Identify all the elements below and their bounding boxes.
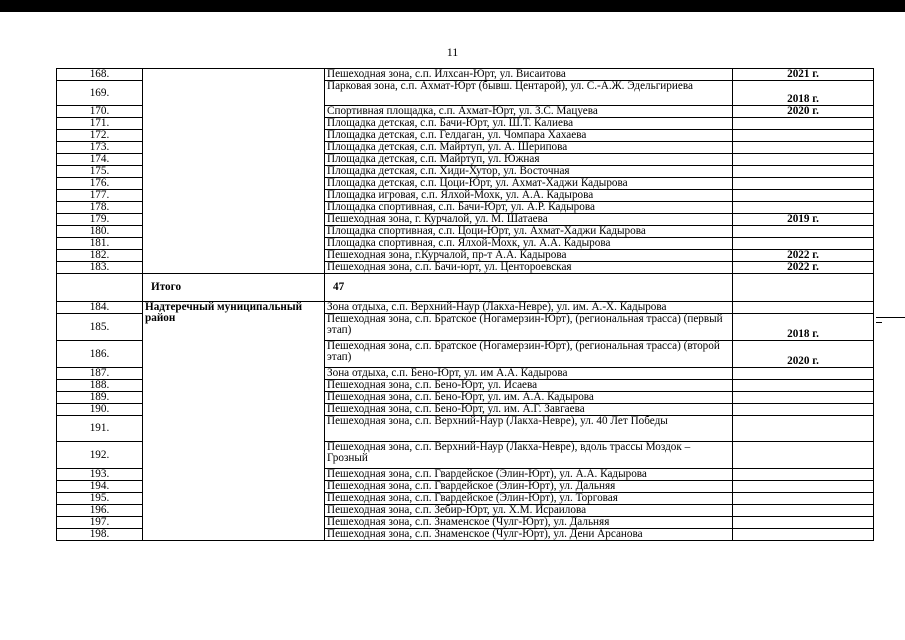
- year-cell: 2018 г.: [733, 314, 874, 341]
- row-number: 185.: [57, 314, 143, 341]
- district-cell: [143, 69, 325, 274]
- year-cell: [733, 302, 874, 314]
- year-cell: [733, 226, 874, 238]
- year-cell: [733, 529, 874, 541]
- row-number: 168.: [57, 69, 143, 81]
- year-cell: 2021 г.: [733, 69, 874, 81]
- object-description: Пешеходная зона, с.п. Бено-Юрт, ул. им. А.А. Кадырова: [325, 392, 733, 404]
- year-cell: [733, 404, 874, 416]
- year-cell: [733, 118, 874, 130]
- object-description: Площадка детская, с.п. Цоци-Юрт, ул. Ахмат-Хаджи Кадырова: [325, 178, 733, 190]
- year-cell: [733, 238, 874, 250]
- object-description: Площадка детская, с.п. Бачи-Юрт, ул. Ш.Т. Калиева: [325, 118, 733, 130]
- year-cell: [733, 368, 874, 380]
- year-cell: [733, 505, 874, 517]
- page-number: 11: [446, 45, 459, 59]
- row-number: 170.: [57, 106, 143, 118]
- row-number: 195.: [57, 493, 143, 505]
- year-cell: [733, 380, 874, 392]
- row-number: 192.: [57, 442, 143, 469]
- year-cell: [733, 416, 874, 442]
- total-empty-cell: [57, 274, 143, 302]
- row-number: 187.: [57, 368, 143, 380]
- object-description: Площадка детская, с.п. Гелдаган, ул. Чомпара Хахаева: [325, 130, 733, 142]
- row-number: 188.: [57, 380, 143, 392]
- year-cell: [733, 142, 874, 154]
- object-description: Пешеходная зона, г. Курчалой, ул. М. Шатаева: [325, 214, 733, 226]
- object-description: Пешеходная зона, с.п. Бачи-юрт, ул. Центороевская: [325, 262, 733, 274]
- row-number: 176.: [57, 178, 143, 190]
- row-number: 193.: [57, 469, 143, 481]
- total-value: 47: [325, 274, 733, 302]
- object-description: Пешеходная зона, с.п. Бено-Юрт, ул. Исаева: [325, 380, 733, 392]
- row-number: 179.: [57, 214, 143, 226]
- object-description: Площадка игровая, с.п. Ялхой-Мохк, ул. А.А. Кадырова: [325, 190, 733, 202]
- object-description: Пешеходная зона, с.п. Илхсан-Юрт, ул. Висаитова: [325, 69, 733, 81]
- row-number: 181.: [57, 238, 143, 250]
- row-number: 183.: [57, 262, 143, 274]
- row-number: 184.: [57, 302, 143, 314]
- year-cell: [733, 493, 874, 505]
- object-description: Пешеходная зона, с.п. Знаменское (Чулг-Юрт), ул. Дени Арсанова: [325, 529, 733, 541]
- row-number: 194.: [57, 481, 143, 493]
- row-number: 198.: [57, 529, 143, 541]
- object-description: Пешеходная зона, с.п. Знаменское (Чулг-Юрт), ул. Дальняя: [325, 517, 733, 529]
- object-description: Пешеходная зона, с.п. Бено-Юрт, ул. им. А.Г. Завгаева: [325, 404, 733, 416]
- object-description: Пешеходная зона, с.п. Верхний-Наур (Лакха-Невре), вдоль трассы Моздок – Грозный: [325, 442, 733, 469]
- year-cell: [733, 517, 874, 529]
- year-cell: 2020 г.: [733, 106, 874, 118]
- year-cell: [733, 442, 874, 469]
- year-cell: 2022 г.: [733, 250, 874, 262]
- year-cell: [733, 166, 874, 178]
- object-description: Площадка детская, с.п. Майртуп, ул. Южная: [325, 154, 733, 166]
- year-cell: 2020 г.: [733, 341, 874, 368]
- object-description: Пешеходная зона, с.п. Братское (Ногамерзин-Юрт), (региональная трасса) (второй этап): [325, 341, 733, 368]
- table-section-total: [57, 274, 874, 302]
- row-number: 190.: [57, 404, 143, 416]
- row-number: 173.: [57, 142, 143, 154]
- object-description: Зона отдыха, с.п. Бено-Юрт, ул. им А.А. Кадырова: [325, 368, 733, 380]
- year-cell: 2019 г.: [733, 214, 874, 226]
- row-number: 196.: [57, 505, 143, 517]
- row-number: 197.: [57, 517, 143, 529]
- year-cell: 2022 г.: [733, 262, 874, 274]
- table-section-a: [57, 69, 874, 274]
- year-cell: [733, 190, 874, 202]
- table-section-b: [57, 302, 874, 541]
- total-row: [57, 274, 874, 302]
- object-description: Площадка спортивная, с.п. Ялхой-Мохк, ул. А.А. Кадырова: [325, 238, 733, 250]
- year-cell: [733, 392, 874, 404]
- total-label: Итого: [143, 274, 325, 302]
- object-description: Пешеходная зона, с.п. Верхний-Наур (Лакха-Невре), ул. 40 Лет Победы: [325, 416, 733, 442]
- row-number: 171.: [57, 118, 143, 130]
- object-description: Площадка спортивная, с.п. Бачи-Юрт, ул. А.Р. Кадырова: [325, 202, 733, 214]
- objects-table: [56, 68, 874, 541]
- year-cell: [733, 202, 874, 214]
- row-number: 175.: [57, 166, 143, 178]
- object-description: Зона отдыха, с.п. Верхний-Наур (Лакха-Невре), ул. им. А.-Х. Кадырова: [325, 302, 733, 314]
- object-description: Пешеходная зона, с.п. Гвардейское (Элин-Юрт), ул. Торговая: [325, 493, 733, 505]
- margin-tick: [876, 322, 882, 323]
- object-description: Пешеходная зона, с.п. Братское (Ногамерзин-Юрт), (региональная трасса) (первый этап): [325, 314, 733, 341]
- object-description: Спортивная площадка, с.п. Ахмат-Юрт, ул. З.С. Мацуева: [325, 106, 733, 118]
- row-number: 174.: [57, 154, 143, 166]
- row-number: 182.: [57, 250, 143, 262]
- object-description: Пешеходная зона, с.п. Зебир-Юрт, ул. Х.М. Исраилова: [325, 505, 733, 517]
- margin-line: [876, 317, 905, 318]
- row-number: 172.: [57, 130, 143, 142]
- row-number: 169.: [57, 81, 143, 106]
- year-cell: [733, 154, 874, 166]
- object-description: Пешеходная зона, с.п. Гвардейское (Элин-Юрт), ул. Дальняя: [325, 481, 733, 493]
- year-cell: 2018 г.: [733, 81, 874, 106]
- object-description: Пешеходная зона, г.Курчалой, пр-т А.А. Кадырова: [325, 250, 733, 262]
- object-description: Площадка спортивная, с.п. Цоци-Юрт, ул. Ахмат-Хаджи Кадырова: [325, 226, 733, 238]
- object-description: Парковая зона, с.п. Ахмат-Юрт (бывш. Центарой), ул. С.-А.Ж. Эдельгириева: [325, 81, 733, 106]
- table-row: [57, 69, 874, 81]
- object-description: Пешеходная зона, с.п. Гвардейское (Элин-Юрт), ул. А.А. Кадырова: [325, 469, 733, 481]
- row-number: 186.: [57, 341, 143, 368]
- year-cell: [733, 481, 874, 493]
- row-number: 177.: [57, 190, 143, 202]
- row-number: 189.: [57, 392, 143, 404]
- row-number: 178.: [57, 202, 143, 214]
- year-cell: [733, 178, 874, 190]
- row-number: 191.: [57, 416, 143, 442]
- total-year-cell: [733, 274, 874, 302]
- row-number: 180.: [57, 226, 143, 238]
- year-cell: [733, 130, 874, 142]
- year-cell: [733, 469, 874, 481]
- scan-top-border: [0, 0, 905, 12]
- district-cell: Надтеречный муниципальный район: [143, 302, 325, 541]
- table-row: [57, 302, 874, 314]
- object-description: Площадка детская, с.п. Хиди-Хутор, ул. Восточная: [325, 166, 733, 178]
- object-description: Площадка детская, с.п. Майртуп, ул. А. Шерипова: [325, 142, 733, 154]
